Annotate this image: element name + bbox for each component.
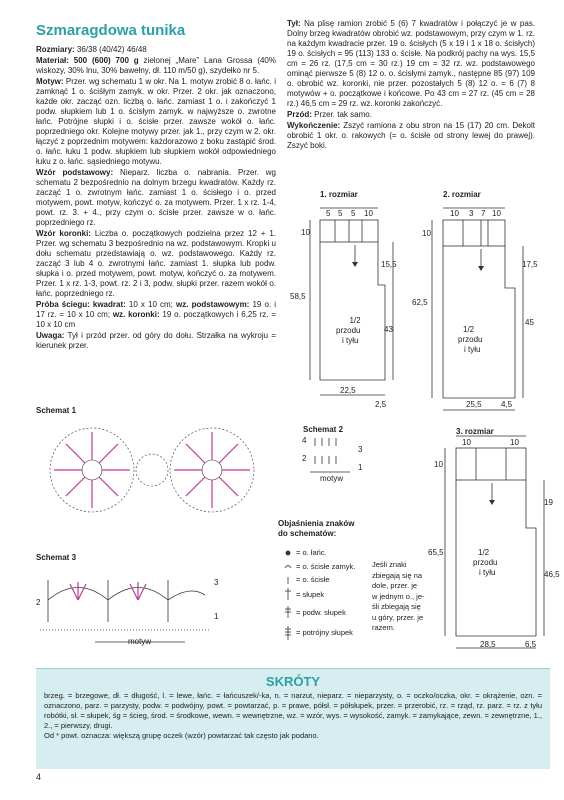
lace-pattern-paragraph: Wzór koronki: Liczba o. początkowych podzielna przez 12 + 1. Przer. wg schematu 3 bezpośrednio na wz. podstawowym. Kropki u dołu schematu przedstawiają o. wz. podstawowego. Każdy rz. zacząć 3 lub 4 o. zwrotnymi łańc. zamiast 1. słupka lub podw. słupka i o. przed motywem, powt. motyw, kończyć o. za motywem. Przer. 1 x rz. 1-3, powt. rz. 2 i 3, podw. słupki przer. razem wokół o. łańc. poprzedniego rz. <box>36 229 276 298</box>
size2-label-front: przodu <box>458 335 483 344</box>
sizes-paragraph: Rozmiary: 36/38 (40/42) 46/48 <box>36 45 147 54</box>
schemat2-chart <box>310 438 350 472</box>
size1-width: 22,5 <box>340 386 356 395</box>
schemat2-title: Schemat 2 <box>303 425 344 434</box>
size1-label-front: przodu <box>336 326 361 335</box>
finishing-paragraph: Wykończenie: Zszyć ramiona z obu stron na 15 (17) 20 cm. Dekolt obrobić 1 okr. o. rakowych (= o. ścisłe od strony lewej do prawej). Zszyć boki. <box>287 121 535 150</box>
size1-title: 1. rozmiar <box>320 190 358 199</box>
size3-top-2: 10 <box>510 438 519 447</box>
size3-label-back: i tyłu <box>479 568 496 577</box>
page-number: 4 <box>36 772 42 782</box>
legend-title-2: do schematów: <box>278 529 337 538</box>
size3-schematic <box>445 436 544 648</box>
size1-shoulder: 10 <box>301 228 310 237</box>
abbreviations-title: SKRÓTY <box>265 674 321 689</box>
legend-item-tr: = podw. słupek <box>296 608 346 617</box>
size2-title: 2. rozmiar <box>443 190 481 199</box>
size3-label-half: 1/2 <box>478 548 490 557</box>
legend-item-chain: = o. łańc. <box>296 548 327 557</box>
size2-body-outline <box>443 246 515 398</box>
size2-top-1: 10 <box>450 209 459 218</box>
size1-top-1: 5 <box>326 209 331 218</box>
schemat3-chart <box>40 580 210 642</box>
size2-lower: 45 <box>525 318 534 327</box>
schemat1-stitches <box>54 432 250 508</box>
size3-lower: 46,5 <box>544 570 560 579</box>
size2-label-back: i tyłu <box>464 345 481 354</box>
motif-paragraph: Motyw: Przer. wg schematu 1 w okr. Na 1. motyw zrobić 8 o. łańc. i zamknąć 1 o. ściśłym zamyk. w okr. Przer. 2 okr. jak oznaczono, każde okr. zacząć ozn. liczbą o. łańc. zamiast 1 o. i zakończyć 1 podw. słupkiem lub 1 o. ścisłym zamyk. w najwyższe o. zwrotne łańc. Potrójne słupki i o. ścisłe przer. zawsze wokół o. łańc. poprzedniego okr. Kolejne motywy przer. jak 1., przy czym w 2. okr. łączyć z poprzednim motywem: każdorazowo z boku zastąpić środ. o. łańc. łuku 1 podw. słupkiem lub słupkiem wokół odpowiedniego łuku z o. łańc. sąsiedniego motywu. <box>36 77 276 166</box>
schemat1-title: Schemat 1 <box>36 406 77 415</box>
schemat3-row-2: 2 <box>36 598 41 607</box>
schemat3-row-3: 3 <box>214 578 219 587</box>
size3-label-front: przodu <box>473 558 498 567</box>
size2-total: 62,5 <box>412 298 428 307</box>
size3-title: 3. rozmiar <box>456 427 494 436</box>
size1-armhole: 15,5 <box>381 260 397 269</box>
schemat2-row-2: 2 <box>302 454 307 463</box>
size3-width: 28,5 <box>480 640 496 649</box>
size3-shoulder-band <box>456 448 526 480</box>
size3-shoulder: 10 <box>434 460 443 469</box>
abbreviations-note: Od * powt. oznacza: większą grupę oczek (wzór) powtarzać tak często jak podano. <box>44 731 319 740</box>
size1-schematic <box>310 208 393 395</box>
schemat3-motyw: motyw <box>128 637 152 646</box>
size2-top-3: 7 <box>481 209 486 218</box>
front-paragraph: Przód: Przer. tak samo. <box>287 110 372 119</box>
size3-total: 65,5 <box>428 548 444 557</box>
size1-lower: 43 <box>384 325 393 334</box>
size2-shoulder: 10 <box>422 229 431 238</box>
abbreviations-text: brzeg. = brzegowe, dł. = długość, l. = lewe, łańc. = łańcuszek/-ka, n. = narzut, nieparz. = nieparzysty, o. = oczko/oczka, okr. = okrążenie, ozn. = oznaczono, parz. = parzysty, podw. = podwójny, powt. = powtarzać, p. = prawe, półsł. = półsłupek, przer. = przerobić, rz. = rząd, rz. parz. = rz. z tyłu robótki, sł. = słupek, śg = ścieg, środ. = środkowe, wewn. = wewnętrzne, wz. = wzór, wys. = wysokość, zamyk. = zamykające, zewn. = zewnętrzne, 1., 2., = pierwszy, drugi. <box>44 691 542 730</box>
size3-top-1: 10 <box>462 438 471 447</box>
legend-note: Jeśli znaki zbiegają się na dole, przer. je w jednym o., je- śli zbiegają się u góry, przer. je razem. <box>372 560 425 632</box>
size2-label-half: 1/2 <box>463 325 475 334</box>
size1-total: 58,5 <box>290 292 306 301</box>
size3-side: 6,5 <box>525 640 537 649</box>
size1-label-back: i tyłu <box>342 336 359 345</box>
legend-item-dc: = słupek <box>296 590 325 599</box>
back-paragraph: Tył: Na plisę ramion zrobić 5 (6) 7 kwadratów i połączyć je w pas. Dolny brzeg kwadratów obrobić wz. podstawowym, przy czym w 1. rz. na każdym kwadracie przer. 19 o. ścisłych (5 x 19 i 1 x 18 o. ścisłych) 19 o. ścisłych = 95 (113) 133 o. ścisłe. Na podkrój pachy na wys. 15,5 cm = 26 rz. (17,5 cm = 30 rz.) 19 cm = 32 rz. wz. podstawowego ominąć pierwsze 5 (8) 12 o. o. ścisłymi zamyk., następne 85 (97) 109 o. obrobić wz. koronki, nie przer. pozostałych 5 (8) 12 o. = 6 (7) 8 motywów + o. początkowe i końcowe. Po 43 cm = 27 rz. (45 cm = 28 rz.) 46,5 cm = 29 rz. wz. koronki zakończyć. <box>287 19 535 108</box>
size2-side: 4,5 <box>501 400 513 409</box>
size2-width: 25,5 <box>466 400 482 409</box>
legend-title-1: Objaśnienia znaków <box>278 519 355 528</box>
page-title: Szmaragdowa tunika <box>36 22 186 39</box>
legend-item-slip: = o. ścisłe zamyk. <box>296 562 356 571</box>
abbreviations-box <box>36 668 550 769</box>
size1-top-2: 5 <box>338 209 343 218</box>
size2-top-4: 10 <box>492 209 501 218</box>
material-paragraph: Materiał: 500 (600) 700 g zielonej „Mare” Lana Grossa (40% wiskozy, 30% lnu, 30% bawełny, dł. 110 m/50 g), szydełko nr 5. <box>36 56 276 75</box>
size2-schematic <box>432 208 523 410</box>
size1-label-half: 1/2 <box>349 316 361 325</box>
basic-pattern-paragraph: Wzór podstawowy: Nieparz. liczba o. nabrania. Przer. wg schematu 2 bezpośrednio na dolnym brzegu kwadratów. Każdy rz. zacząć 1 o. zwrotnym łańc. zamiast 1 o. ścisłego i o. przed motywem, powt. motyw, kończyć o. za motywem. Przer. 1 x rz. 1-4, powt. rz. 3. + 4., przy czym o. ścisłe przer. zawsze w o. łańc. poprzedniego rz. <box>36 168 276 227</box>
size3-armhole: 19 <box>544 498 553 507</box>
schemat3-row-1: 1 <box>214 612 219 621</box>
schemat2-row-1: 1 <box>358 463 363 472</box>
gauge-paragraph: Próba ściegu: kwadrat: 10 x 10 cm; wz. podstawowym: 19 o. i 17 rz. = 10 x 10 cm; wz. koronki: 19 o. początkowych i 6,25 rz. = 10 x 10 cm <box>36 300 277 329</box>
size2-top-2: 3 <box>469 209 474 218</box>
legend-item-dtr: = potrójny słupek <box>296 628 353 637</box>
size1-top-4: 10 <box>364 209 373 218</box>
note-paragraph: Uwaga: Tył i przód przer. od góry do dołu. Strzałka na wykroju = kierunek przer. <box>36 331 276 350</box>
legend-item-sc: = o. ścisłe <box>296 575 330 584</box>
size1-top-3: 5 <box>351 209 356 218</box>
schemat2-row-3: 3 <box>358 445 363 454</box>
size1-side: 2,5 <box>375 400 387 409</box>
schemat2-motyw: motyw <box>320 474 344 483</box>
legend-symbols <box>285 551 291 640</box>
size2-armhole: 17,5 <box>522 260 538 269</box>
schemat3-title: Schemat 3 <box>36 553 77 562</box>
schemat2-row-4: 4 <box>302 436 307 445</box>
size2-shoulder-band <box>443 220 505 246</box>
